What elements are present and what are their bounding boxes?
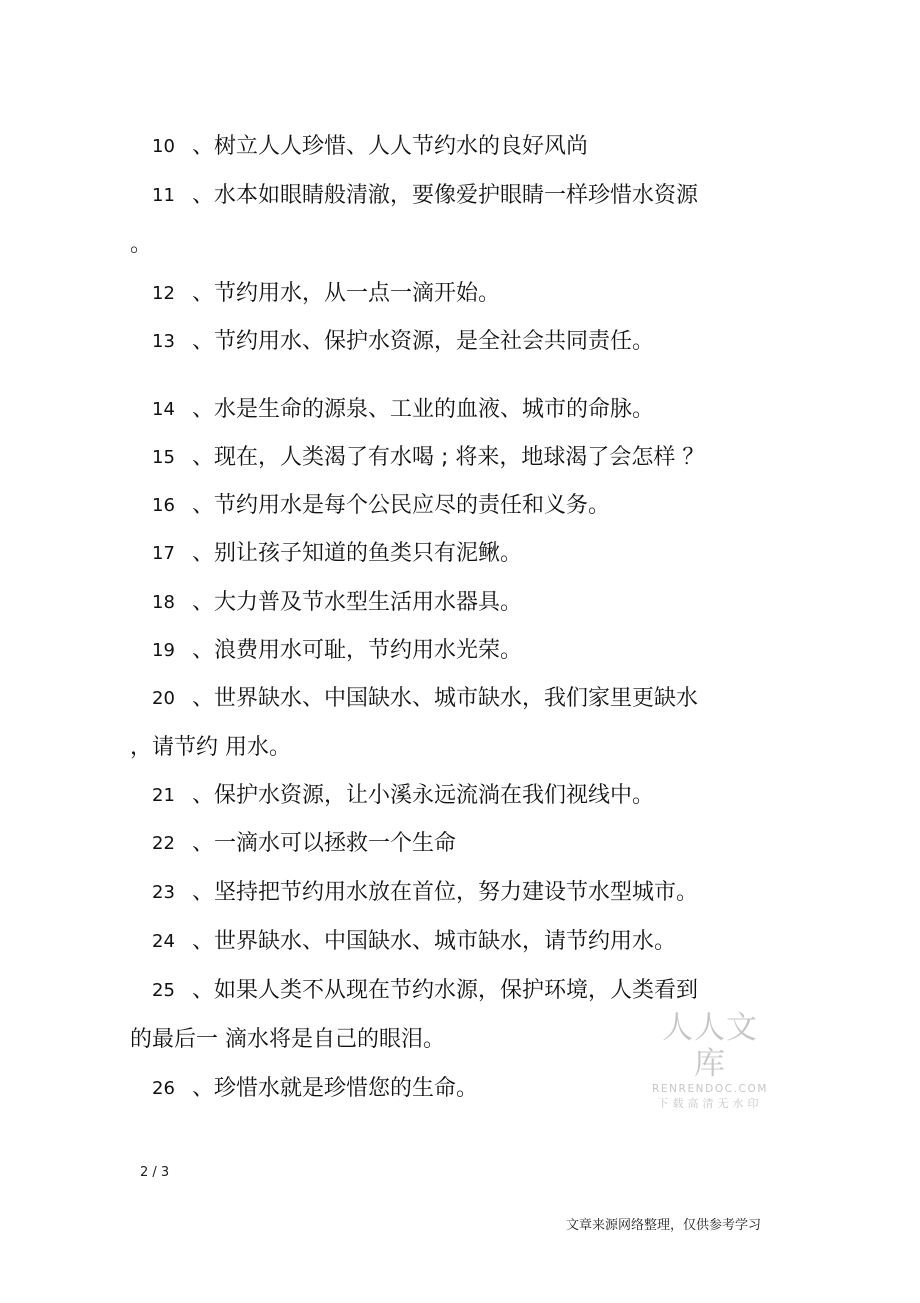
item-text: 、保护水资源，让小溪永远流淌在我们视线中。 xyxy=(192,783,655,808)
item-number: 26 xyxy=(152,1078,175,1099)
item-continuation: 。 xyxy=(130,232,153,257)
item-text: 、世界缺水、中国缺水、城市缺水，我们家里更缺水 xyxy=(192,686,699,711)
item-text: 、水是生命的源泉、工业的血液、城市的命脉。 xyxy=(192,397,655,422)
item-continuation: ，请节约 用水。 xyxy=(130,735,291,760)
item-number: 16 xyxy=(152,495,175,516)
watermark-logo xyxy=(648,1010,772,1112)
item-number: 21 xyxy=(152,785,175,806)
watermark-url: RENRENDOC.COM xyxy=(651,1083,769,1095)
item-number: 11 xyxy=(152,185,175,206)
item-text: 、节约用水、保护水资源，是全社会共同责任。 xyxy=(192,329,655,354)
item-number: 18 xyxy=(152,592,175,613)
item-text: 、珍惜水就是珍惜您的生命。 xyxy=(192,1076,479,1101)
item-number: 10 xyxy=(152,136,175,157)
item-number: 24 xyxy=(152,931,175,952)
item-number: 14 xyxy=(152,399,175,420)
item-text: 、节约用水是每个公民应尽的责任和义务。 xyxy=(192,493,611,518)
item-number: 23 xyxy=(152,882,175,903)
item-number: 25 xyxy=(152,980,175,1001)
item-text: 、现在，人类渴了有水喝 ; 将来，地球渴了会怎样 ？ xyxy=(192,445,705,470)
item-text: 、大力普及节水型生活用水器具。 xyxy=(192,590,523,615)
item-text: 、树立人人珍惜、人人节约水的良好风尚 xyxy=(192,134,589,159)
item-text: 、节约用水，从一点一滴开始。 xyxy=(192,281,501,306)
watermark-title: 人人文库 xyxy=(662,1010,758,1082)
page-number: 2 / 3 xyxy=(140,1165,170,1180)
item-number: 20 xyxy=(152,688,175,709)
item-text: 、如果人类不从现在节约水源，保护环境，人类看到 xyxy=(192,978,699,1003)
item-number: 22 xyxy=(152,833,175,854)
item-number: 12 xyxy=(152,283,175,304)
item-text: 、一滴水可以拯救一个生命 xyxy=(192,831,457,856)
item-text: 、坚持把节约用水放在首位，努力建设节水型城市。 xyxy=(192,880,699,905)
item-text: 、别让孩子知道的鱼类只有泥鳅。 xyxy=(192,541,523,566)
item-text: 、水本如眼睛般清澈，要像爱护眼睛一样珍惜水资源 xyxy=(192,183,699,208)
item-continuation: 的最后一 滴水将是自己的眼泪。 xyxy=(130,1027,445,1052)
item-text: 、浪费用水可耻，节约用水光荣。 xyxy=(192,638,523,663)
footer-note: 文章来源网络整理，仅供参考学习 xyxy=(566,1218,762,1233)
item-number: 15 xyxy=(152,447,175,468)
item-number: 17 xyxy=(152,543,175,564)
item-number: 13 xyxy=(152,331,175,352)
item-number: 19 xyxy=(152,640,175,661)
watermark-subtitle: 下载高清无水印 xyxy=(657,1097,763,1110)
item-text: 、世界缺水、中国缺水、城市缺水，请节约用水。 xyxy=(192,929,677,954)
